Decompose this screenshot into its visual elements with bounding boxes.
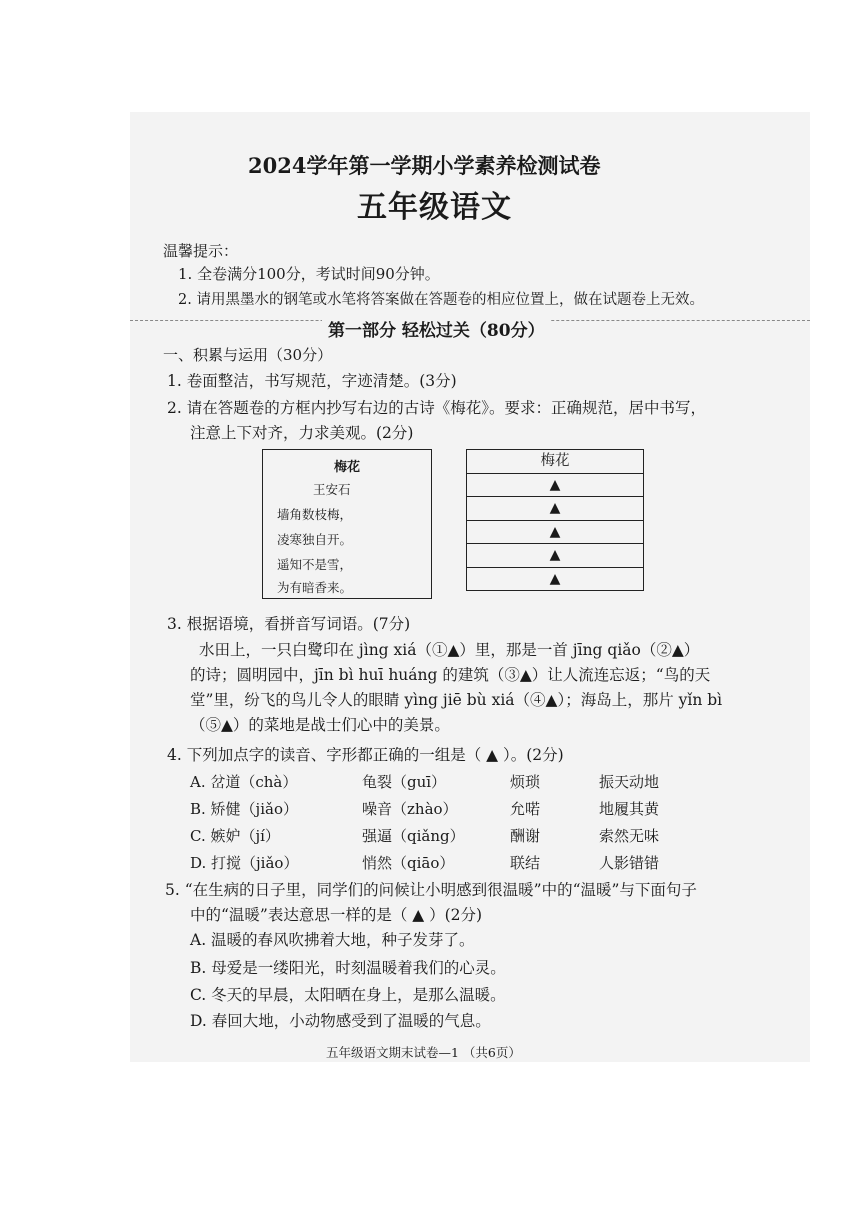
tips-label: 温馨提示： (163, 242, 239, 260)
part-title: 第一部分 轻松过关（80分） (322, 316, 551, 341)
poem-line: 墙角数枝梅， (277, 507, 353, 522)
question-5-option-a: A. 温暖的春风吹拂着大地，种子发芽了。 (190, 931, 475, 949)
grid-cell: ▲ (467, 496, 643, 520)
poem-line: 凌寒独自开。 (277, 532, 353, 547)
poem-line: 遥知不是雪， (277, 557, 353, 572)
option-b-word3: 允喏 (510, 800, 541, 818)
question-5-line2: 中的“温暖”表达意思一样的是（ ▲ ）(2分) (190, 906, 483, 924)
poem-author: 王安石 (313, 482, 351, 497)
question-3-passage: （⑤▲）的菜地是战士们心中的美景。 (190, 716, 450, 734)
option-a-word1: A. 岔道（chà） (190, 773, 298, 791)
option-d-word3: 联结 (510, 854, 541, 872)
option-b-word2: 噪音（zhào） (362, 800, 458, 818)
grid-title: 梅花 (540, 453, 570, 469)
option-c-word4: 索然无味 (599, 827, 660, 845)
option-a-word4: 振天动地 (599, 773, 660, 791)
question-2-line1: 2. 请在答题卷的方框内抄写右边的古诗《梅花》。要求：正确规范，居中书写， (167, 399, 706, 417)
grid-cell: ▲ (467, 567, 643, 591)
option-d-word2: 悄然（qiāo） (362, 854, 455, 872)
subject-title: 五年级语文 (357, 190, 512, 225)
option-c-word2: 强逼（qiǎng） (362, 827, 465, 845)
exam-title: 2024学年第一学期小学素养检测试卷 (248, 153, 601, 178)
question-5-option-c: C. 冬天的早晨，太阳晒在身上，是那么温暖。 (190, 986, 506, 1004)
option-b-word4: 地履其黄 (599, 800, 660, 818)
question-2-line2: 注意上下对齐，力求美观。(2分) (190, 424, 414, 442)
section-title: 一、积累与运用（30分） (163, 346, 333, 364)
question-3-passage: 的诗；圆明园中，jīn bì huī huáng 的建筑（③▲）让人流连忘返；“鸟的天 (190, 666, 711, 684)
poem-line: 为有暗香来。 (277, 580, 353, 595)
question-3-passage: 堂”里，纷飞的鸟儿令人的眼睛 yìng jiē bù xiá（④▲）；海岛上，那片 yǐn bì (190, 691, 723, 709)
tip-item: 1. 全卷满分100分，考试时间90分钟。 (178, 265, 440, 283)
question-5-option-d: D. 春回大地，小动物感受到了温暖的气息。 (190, 1012, 491, 1030)
tip-item: 2. 请用黑墨水的钢笔或水笔将答案做在答题卷的相应位置上，做在试题卷上无效。 (178, 292, 704, 308)
grid-cell: ▲ (467, 543, 643, 567)
page-footer: 五年级语文期末试卷—1 （共6页） (326, 1045, 521, 1060)
grid-cell: ▲ (467, 473, 643, 497)
question-3: 3. 根据语境，看拼音写词语。(7分) (167, 615, 411, 633)
copy-grid (466, 449, 644, 591)
grid-cell: ▲ (467, 520, 643, 544)
option-d-word4: 人影错错 (599, 854, 660, 872)
option-c-word1: C. 嫉妒（jí） (190, 827, 280, 845)
option-a-word3: 烦琐 (510, 773, 541, 791)
question-5-line1: 5. “在生病的日子里，同学们的问候让小明感到很温暖”中的“温暖”与下面句子 (165, 881, 697, 899)
option-b-word1: B. 矫健（jiǎo） (190, 800, 298, 818)
option-c-word3: 酬谢 (510, 827, 541, 845)
option-a-word2: 龟裂（guī） (362, 773, 447, 791)
poem-title: 梅花 (333, 460, 360, 475)
question-5-option-b: B. 母爱是一缕阳光，时刻温暖着我们的心灵。 (190, 959, 506, 977)
option-d-word1: D. 打搅（jiǎo） (190, 854, 299, 872)
poem-box (262, 449, 432, 599)
question-1: 1. 卷面整洁，书写规范，字迹清楚。(3分) (167, 372, 457, 390)
question-4: 4. 下列加点字的读音、字形都正确的一组是（ ▲ ）。(2分) (167, 746, 564, 764)
question-3-passage: 水田上，一只白鹭印在 jìng xiá（①▲）里，那是一首 jīng qiǎo（②▲） (199, 641, 700, 659)
